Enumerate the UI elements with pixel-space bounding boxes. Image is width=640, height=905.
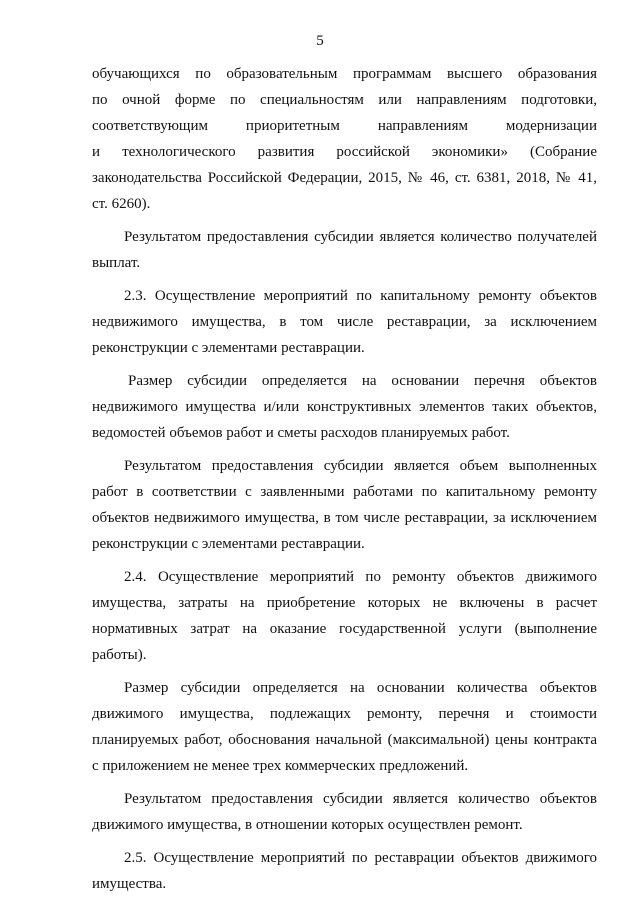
text-line: недвижимого имущества и/или конструктивных элементов таких объектов,: [92, 399, 597, 415]
text-line: обучающихся по образовательным программам высшего образования: [92, 66, 597, 82]
paragraph-result-repaired-objects: [92, 786, 597, 838]
paragraph-section-2-5: [92, 845, 597, 897]
document-body: [92, 61, 597, 904]
text-line: Размер субсидии определяется на основании перечня объектов: [128, 373, 597, 389]
paragraph-section-2-4: [92, 564, 597, 668]
text-line: реконструкции с элементами реставрации.: [92, 340, 365, 356]
paragraph-result-works-volume: [92, 453, 597, 557]
text-line: имущества.: [92, 876, 167, 892]
text-line: выплат.: [92, 255, 141, 271]
text-line: 2.5. Осуществление мероприятий по реставрации объектов движимого: [124, 850, 597, 866]
text-line: ведомостей объемов работ и сметы расходов планируемых работ.: [92, 425, 510, 441]
text-line: Результатом предоставления субсидии является количество получателей: [124, 229, 597, 245]
paragraph-section-2-3: [92, 283, 597, 361]
text-line: работы).: [92, 647, 147, 663]
text-line: планируемых работ, обоснования начальной (максимальной) цены контракта: [92, 732, 597, 748]
text-line: с приложением не менее трех коммерческих предложений.: [92, 758, 469, 774]
paragraph-result-recipients: [92, 224, 597, 276]
page-number: 5: [316, 33, 324, 49]
text-line: соответствующим приоритетным направлениям модернизации: [92, 118, 597, 134]
paragraph-continuation: [92, 61, 597, 217]
text-line: ст. 6260).: [92, 196, 151, 212]
text-line: недвижимого имущества, в том числе реставрации, за исключением: [92, 314, 597, 330]
text-line: 2.4. Осуществление мероприятий по ремонту объектов движимого: [124, 569, 597, 585]
text-line: и технологического развития российской экономики» (Собрание: [92, 144, 597, 160]
text-line: по очной форме по специальностям или направлениям подготовки,: [92, 92, 597, 108]
text-line: Результатом предоставления субсидии является объем выполненных: [124, 458, 597, 474]
paragraph-subsidy-size-real-estate: [92, 368, 597, 446]
text-line: объектов недвижимого имущества, в том числе реставрации, за исключением: [92, 510, 597, 526]
text-line: законодательства Российской Федерации, 2015, № 46, ст. 6381, 2018, № 41,: [92, 170, 597, 186]
text-line: работ в соответствии с заявленными работами по капитальному ремонту: [92, 484, 597, 500]
text-line: движимого имущества, подлежащих ремонту, перечня и стоимости: [92, 706, 597, 722]
text-line: реконструкции с элементами реставрации.: [92, 536, 365, 552]
text-line: 2.3. Осуществление мероприятий по капитальному ремонту объектов: [124, 288, 597, 304]
paragraph-subsidy-size-movable: [92, 675, 597, 779]
text-line: движимого имущества, в отношении которых осуществлен ремонт.: [92, 817, 523, 833]
text-line: Размер субсидии определяется на основании количества объектов: [124, 680, 597, 696]
text-line: нормативных затрат на оказание государственной услуги (выполнение: [92, 621, 597, 637]
text-line: имущества, затраты на приобретение которых не включены в расчет: [92, 595, 597, 611]
text-line: Результатом предоставления субсидии является количество объектов: [124, 791, 597, 807]
